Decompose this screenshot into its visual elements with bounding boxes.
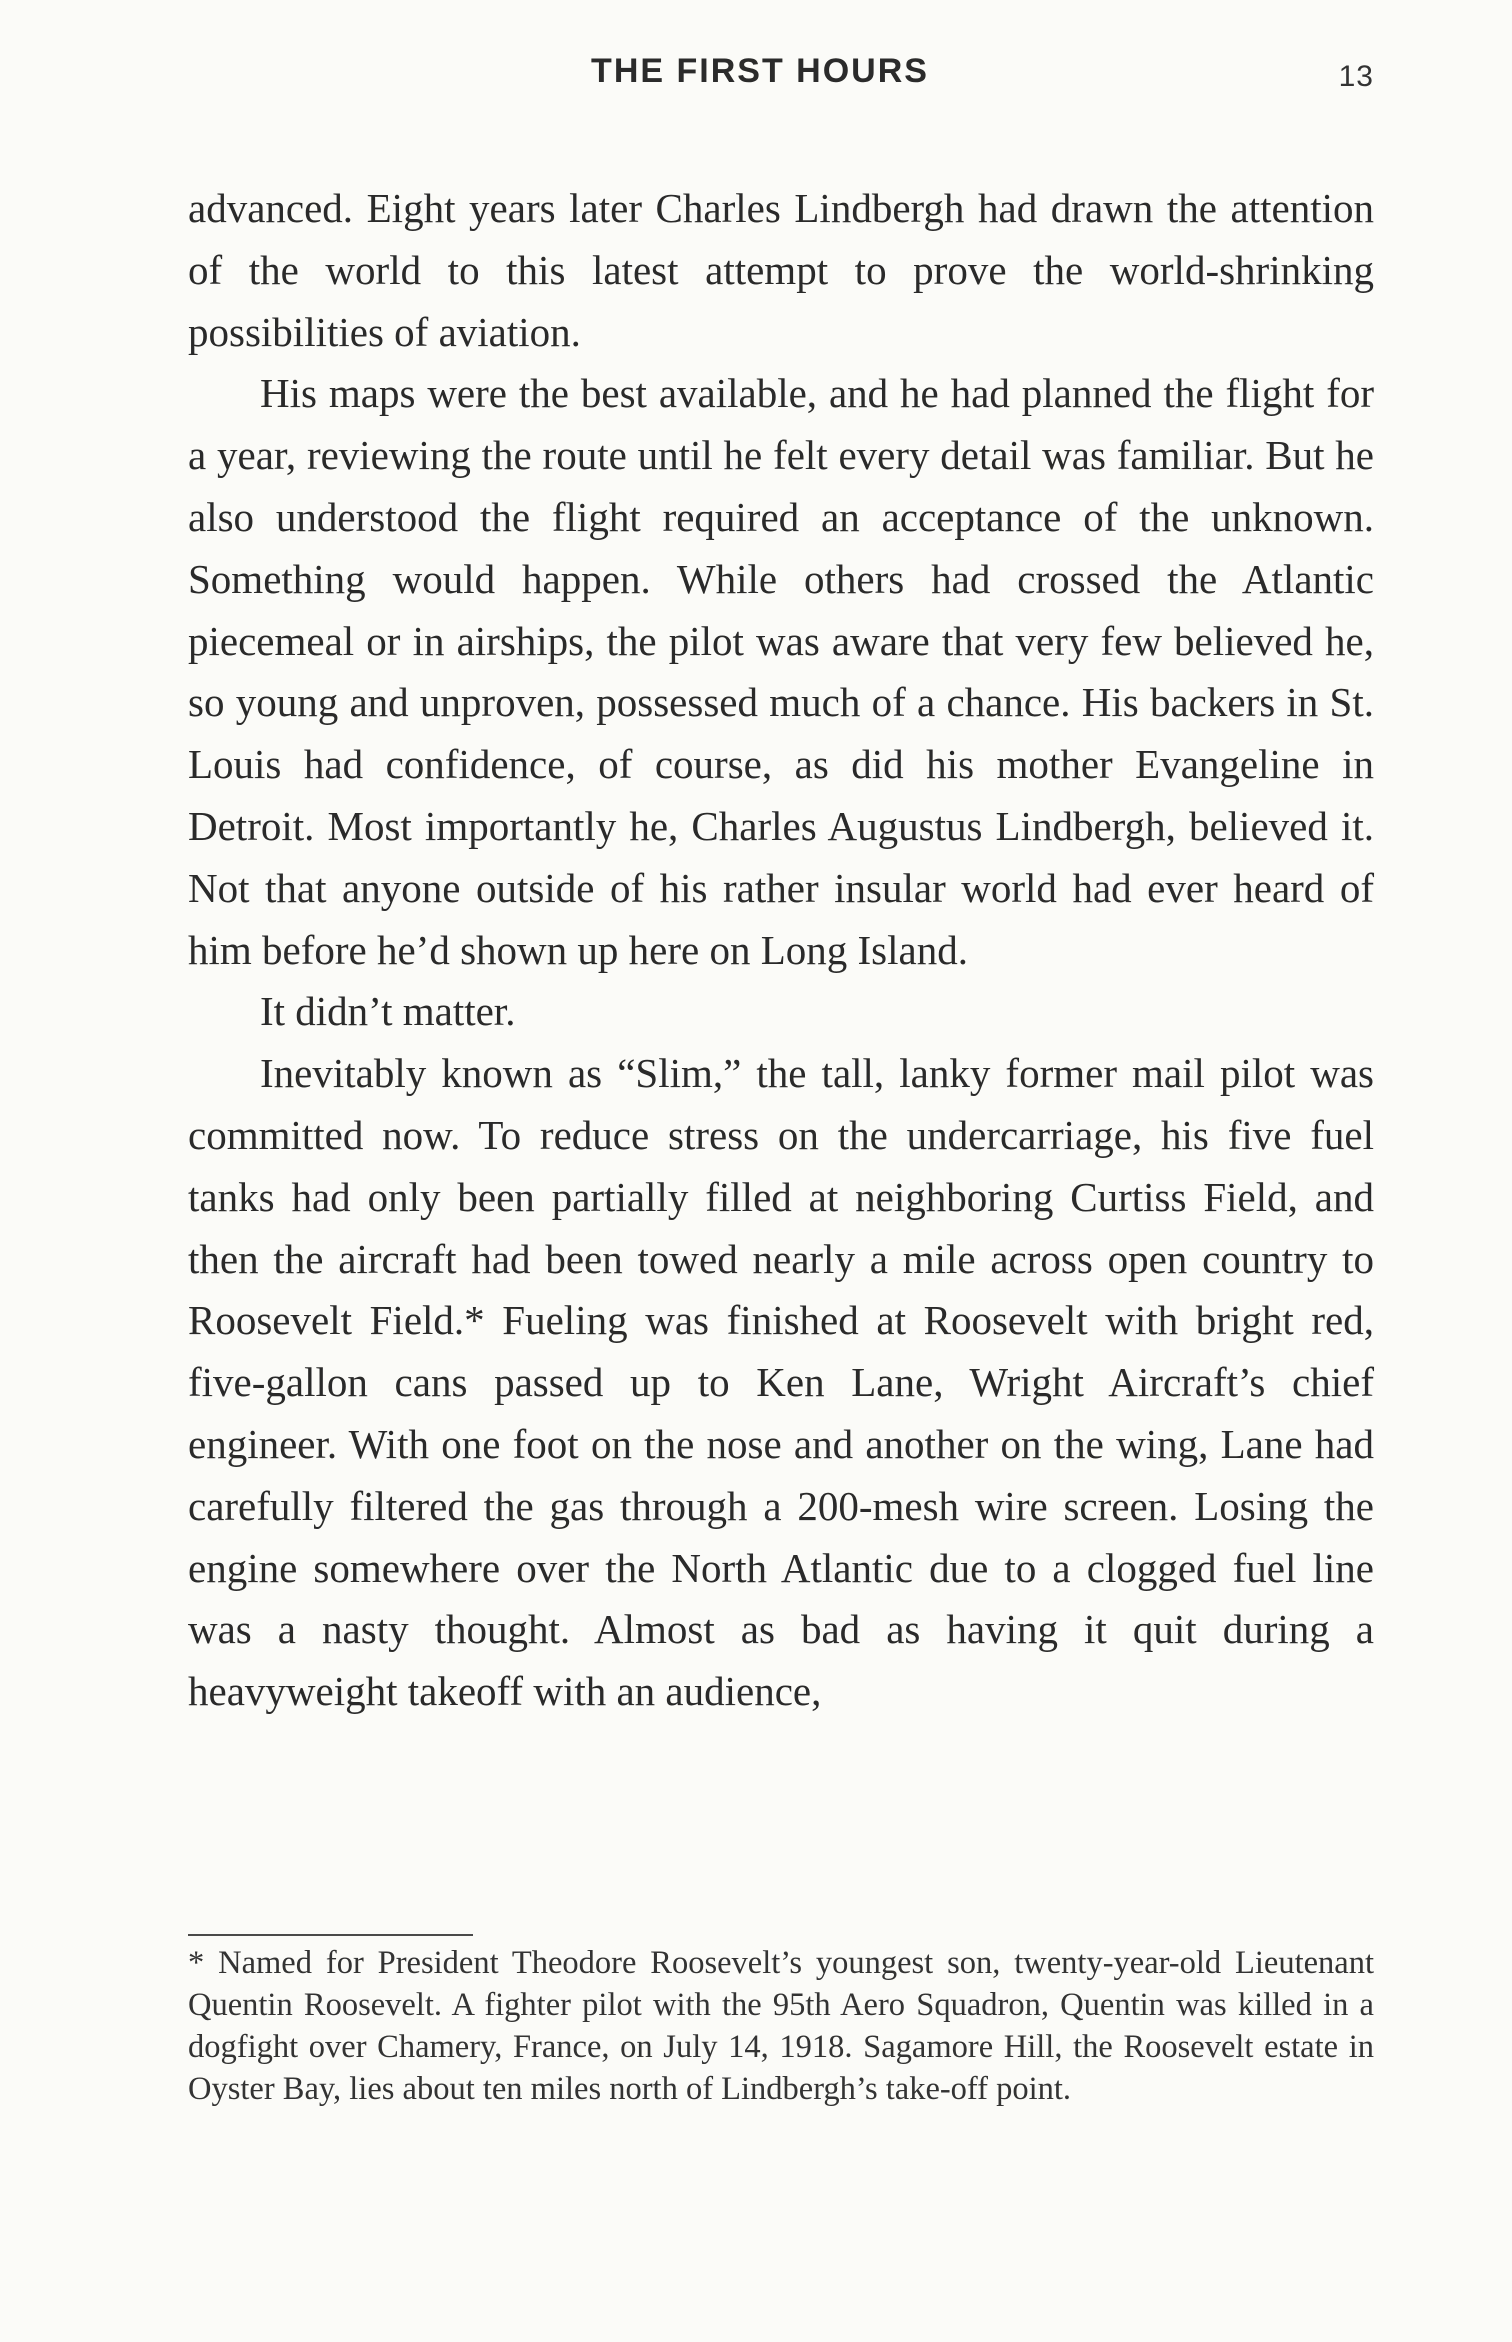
paragraph-short: It didn’t matter. xyxy=(260,988,516,1035)
footnote: * Named for President Theodore Roosevelt’s youngest son, twenty-year-old Lieutenant Quentin Roosevelt. A fighter pilot with the 95th Aero Squadron, Quentin was killed in a dogfight over Chamery, France, on July 14, 1918. Sagamore Hill, the Roosevelt estate in Oyster Bay, lies about ten miles north of Lindbergh’s take-off point. xyxy=(188,1945,1374,2107)
running-head-title: THE FIRST HOURS xyxy=(591,52,929,90)
running-head xyxy=(0,52,1512,102)
body-text xyxy=(188,178,1374,1723)
paragraph-continued: advanced. Eight years later Charles Lindbergh had drawn the attention of the world to this latest attempt to prove the world-shrinking possibilities of aviation. xyxy=(188,185,1374,355)
paragraph-slim: Inevitably known as “Slim,” the tall, lanky former mail pilot was committed now. To reduce stress on the undercarriage, his five fuel tanks had only been partially filled at neighboring Curtiss Field, and then the aircraft had been towed nearly a mile across open country to Roosevelt Field.* Fueling was finished at Roosevelt with bright red, five-gallon cans passed up to Ken Lane, Wright Aircraft’s chief engineer. With one foot on the nose and another on the wing, Lane had carefully filtered the gas through a 200-mesh wire screen. Losing the engine somewhere over the North Atlantic due to a clogged fuel line was a nasty thought. Almost as bad as having it quit during a heavyweight takeoff with an audience, xyxy=(188,1050,1374,1715)
footnote-divider xyxy=(188,1934,473,1936)
paragraph-maps: His maps were the best available, and he had planned the flight for a year, reviewing the route until he felt every detail was familiar. But he also understood the flight required an acceptance of the unknown. Something would happen. While others had crossed the Atlantic piecemeal or in airships, the pilot was aware that very few believed he, so young and unproven, possessed much of a chance. His backers in St. Louis had confidence, of course, as did his mother Evangeline in Detroit. Most importantly he, Charles Augustus Lindbergh, believed it. Not that anyone outside of his rather insular world had ever heard of him before he’d shown up here on Long Island. xyxy=(188,370,1374,973)
page-number: 13 xyxy=(1338,60,1374,93)
